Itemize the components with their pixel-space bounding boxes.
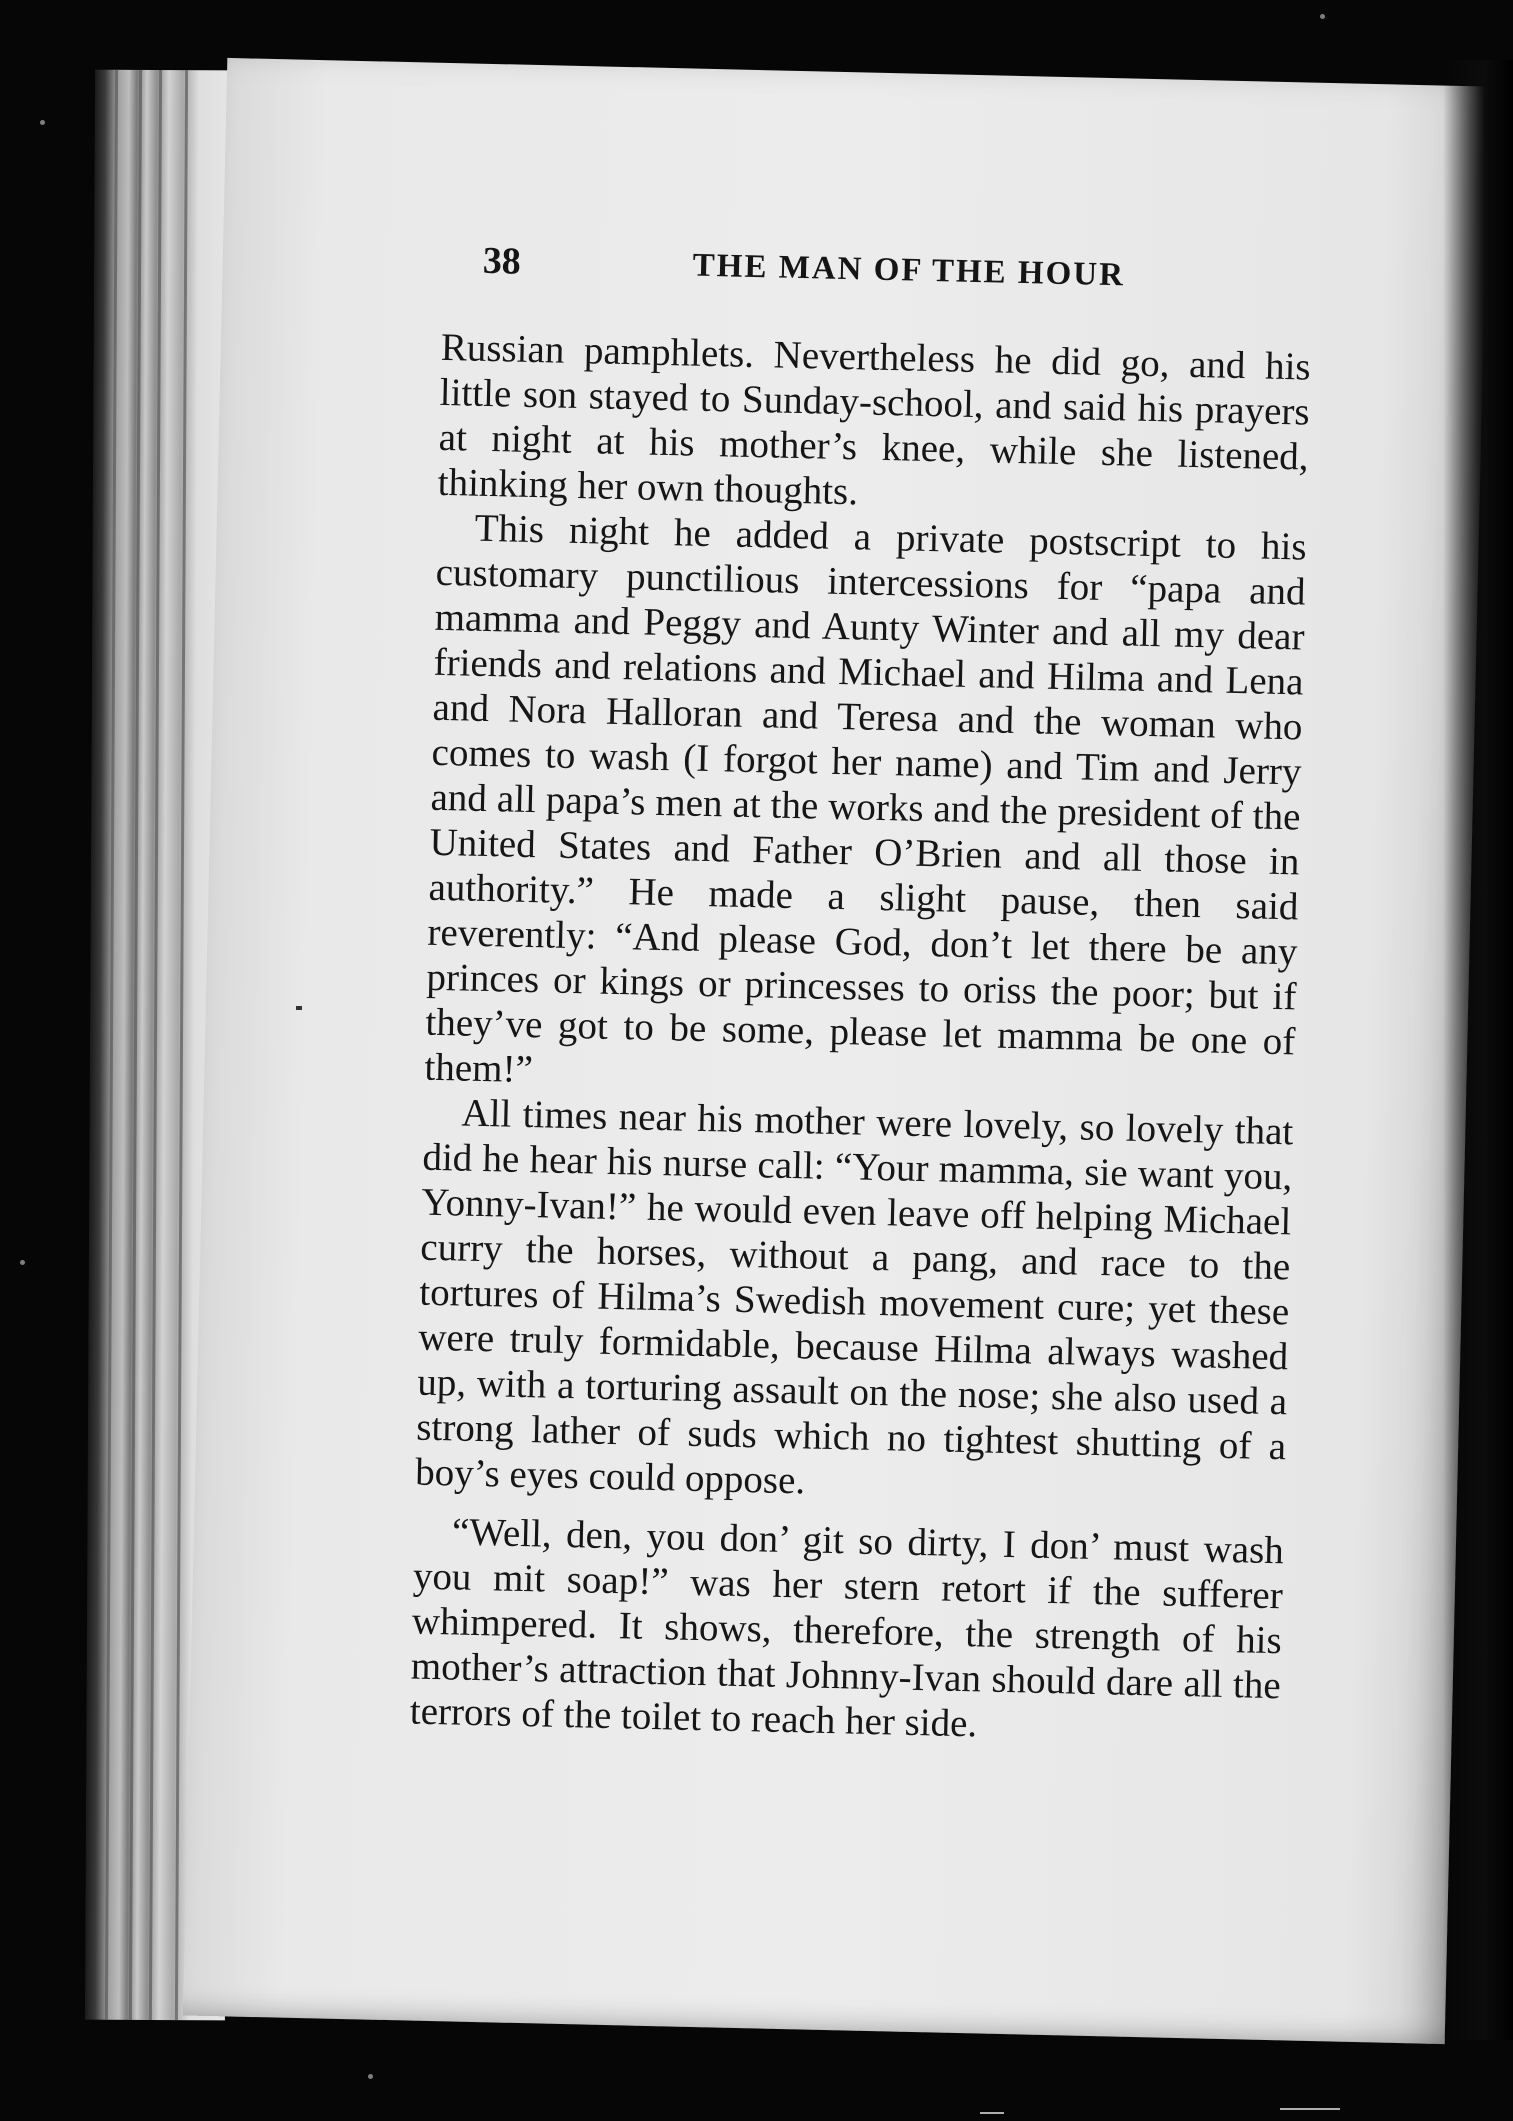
page-edge-line	[105, 70, 118, 2020]
page-paper	[183, 58, 1489, 2044]
page-edge-line	[175, 70, 188, 2020]
scan-speck	[368, 2074, 373, 2079]
page-edge-line	[129, 70, 142, 2020]
paragraph-1: Russian pamphlets. Nevertheless he did go, and his little son stayed to Sunday-school, and said his prayers at night at his mother’s knee, while she listened, thinking her own thoughts.	[437, 325, 1312, 514]
running-head: THE MAN OF THE HOUR	[692, 247, 1126, 294]
page-edge-line	[149, 70, 162, 2020]
paragraph-2: This night he added a private postscript to his customary punctilious intercessions for “papa and mamma and Peggy and Aunty Winter and all my dear friends and relations and Michael and Hilma and Lena and Nora Halloran and Teresa and the woman who comes to wash (I forgot her name) and Tim and Jerry and all papa’s men at the works and the president of the United States and Father O’Brien and all those in authority.” He made a slight pause, then said reverently: “And please God, don’t let there be any princes or kings or princesses to oriss the poor; but if they’ve got to be some, please let mamma be one of them!”	[424, 506, 1308, 1092]
paragraph-4: “Well, den, you don’ git so dirty, I don’ must wash you mit soap!” was her stern retort if the sufferer whimpered. It shows, therefore, the strength of his mother’s attraction that Johnny-Ivan should dare all the terrors of the toilet to reach her side.	[409, 1510, 1285, 1746]
page-header	[482, 239, 1323, 318]
paragraph-3: All times near his mother were lovely, so lovely that did he hear his nurse call: “Your mamma, sie want you, Yonny-Ivan!” he would even leave off helping Michael curry the horses, without a pang, and race to the tortures of Hilma’s Swedish movement cure; yet these were truly formidable, because Hilma always washed up, with a torturing assault on the nose; she also used a strong lather of suds which no tightest shutting of a boy’s eyes could oppose.	[414, 1091, 1294, 1503]
scan-speck	[20, 1260, 25, 1265]
body-text	[409, 325, 1311, 1753]
scan-speck	[1320, 14, 1325, 19]
gutter-shadow	[1443, 60, 1513, 2040]
scan-scratch	[980, 2112, 1004, 2114]
page-number: 38	[482, 239, 522, 283]
margin-mark	[296, 1006, 302, 1010]
scan-speck	[40, 120, 45, 125]
scan-scratch	[1280, 2108, 1340, 2110]
